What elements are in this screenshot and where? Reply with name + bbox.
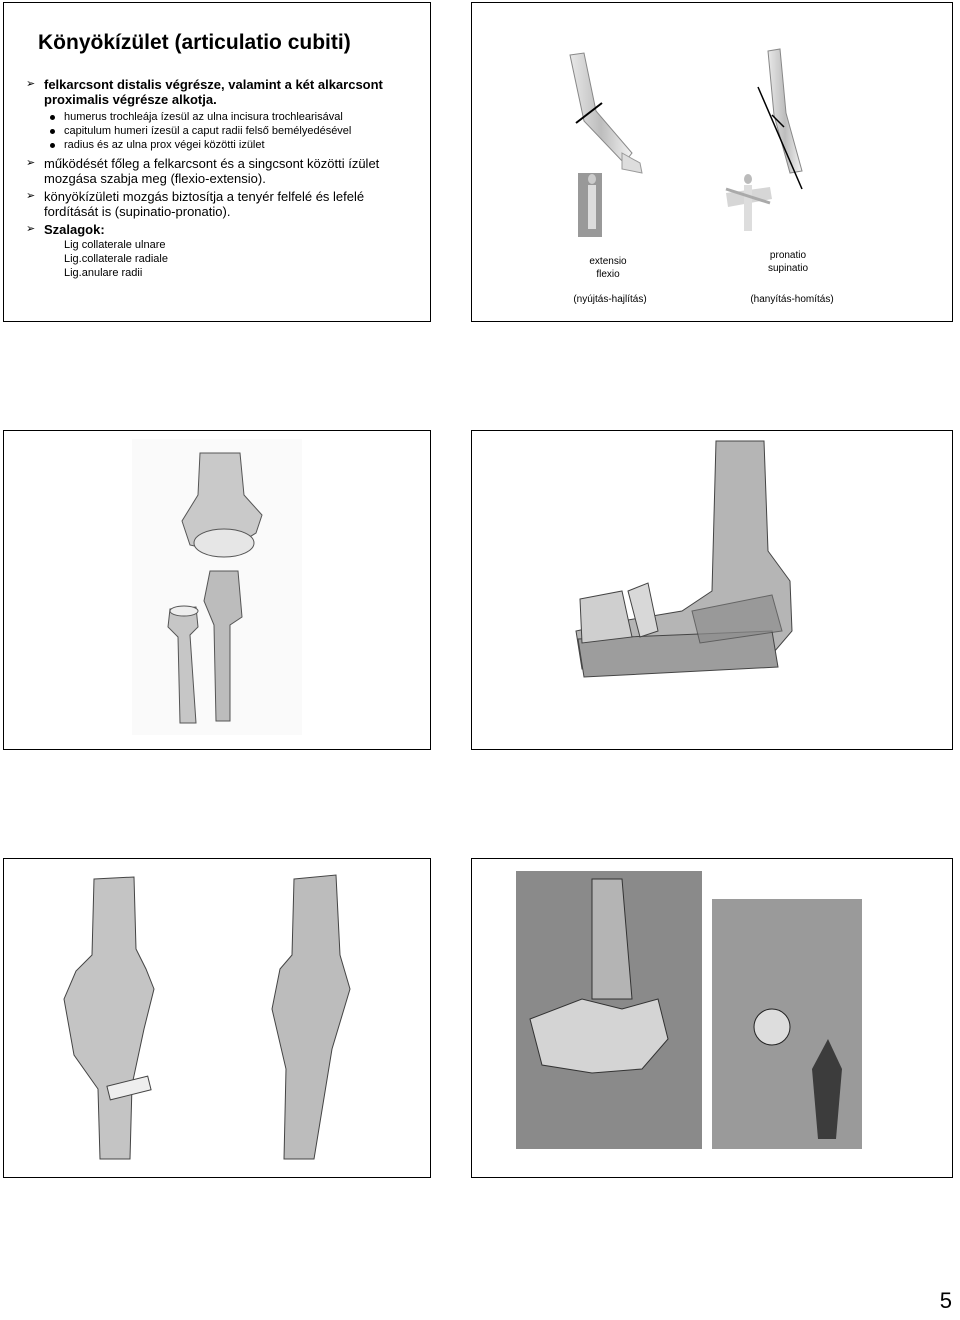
elbow-bones-illustration <box>4 431 431 750</box>
slide-elbow-movements <box>471 2 953 322</box>
slide-title: Könyökízület (articulatio cubiti) <box>38 31 351 54</box>
arrow-bullet-icon: ➢ <box>26 157 36 169</box>
extension-flexion-subcaption: (nyújtás-hajlítás) <box>573 294 647 305</box>
arrow-bullet-icon: ➢ <box>26 223 36 235</box>
dot-bullet-icon <box>50 143 55 148</box>
dot-bullet-icon <box>50 129 55 134</box>
pronation-supination-subcaption: (hanyítás-homítás) <box>750 294 834 305</box>
bullet-item: ➢ működését főleg a felkarcsont és a singcsont közötti ízület mozgása szabja meg (flexio-extensio). <box>26 156 380 186</box>
bullet-item: ➢ könyökízületi mozgás biztosítja a tenyér felfelé és lefelé fordítását is (supinatio-pronatio). <box>26 189 365 219</box>
slide-elbow-lateral-view <box>471 430 953 750</box>
elbow-ligaments-illustration <box>4 859 431 1178</box>
arm-movement-illustration <box>472 3 953 322</box>
slide-elbow-joint-text <box>3 2 431 322</box>
bullet-item: ➢ Szalagok: <box>26 222 105 237</box>
ligament-item: Lig collaterale ulnare <box>64 239 166 251</box>
dot-bullet-icon <box>50 115 55 120</box>
arrow-bullet-icon: ➢ <box>26 190 36 202</box>
arm-extension-figure <box>570 53 642 173</box>
bullet-item: ➢ felkarcsont distalis végrésze, valamint a két alkarcsont proximalis végrésze alkotja. <box>26 77 383 107</box>
arm-pronation-figure <box>726 49 802 231</box>
arrow-bullet-icon: ➢ <box>26 78 36 90</box>
pronation-supination-caption: pronatio supinatio <box>767 250 809 274</box>
standing-figure <box>578 173 602 237</box>
sub-bullet-item: humerus trochleája ízesül az ulna incisura trochlearisával <box>26 110 421 124</box>
ligament-item: Lig.collaterale radiale <box>64 253 168 265</box>
slide-elbow-sections <box>471 858 953 1178</box>
ligament-item: Lig.anulare radii <box>64 267 143 279</box>
elbow-lateral-illustration <box>472 431 953 750</box>
slide-elbow-ligaments <box>3 858 431 1178</box>
sub-bullet-item: radius és az ulna prox végei közötti izület <box>26 138 421 152</box>
extension-flexion-caption: extensio flexio <box>589 256 627 280</box>
elbow-section-illustration <box>472 859 953 1178</box>
bullet-list <box>26 77 421 280</box>
page-number: 5 <box>939 1288 952 1313</box>
sub-bullet-item: capitulum humeri ízesül a caput radii felső bemélyedésével <box>26 124 421 138</box>
slide-elbow-bones <box>3 430 431 750</box>
